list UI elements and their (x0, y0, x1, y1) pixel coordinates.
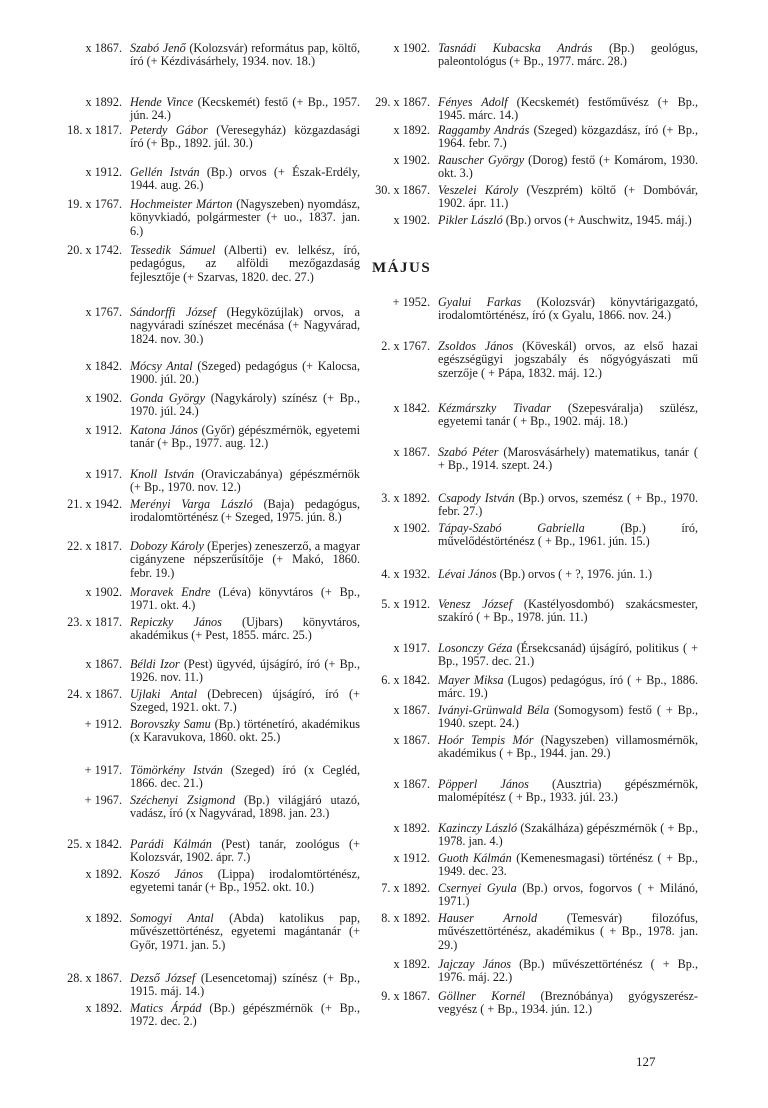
entry-name: Hauser Arnold (438, 911, 538, 925)
entry-date: 18. x 1817. (67, 123, 122, 137)
entry-date: x 1892. (85, 911, 122, 925)
entry-date: x 1767. (85, 305, 122, 319)
entry-name: Dobozy Károly (130, 539, 204, 553)
entry-text: (Bp.) világjáró utazó, vadász, író (x Nagyvárad, 1898. jan. 23.) (130, 793, 360, 821)
entry-date: 29. x 1867. (375, 95, 430, 109)
entry-name: Somogyi Antal (130, 911, 214, 925)
entry-date: 24. x 1867. (67, 687, 122, 701)
entry-text: (Kecskemét) festőművész (+ Bp., 1945. márc. 14.) (438, 95, 698, 123)
entry-text: (Lugos) pedagógus, író ( + Bp., 1886. márc. 19.) (438, 673, 699, 701)
entry-text: (Hegyközújlak) orvos, a nagyváradi színészet mecénása (+ Nagyvárad, 1824. nov. 30.) (130, 305, 360, 346)
entry-date: x 1917. (85, 467, 122, 481)
entry-name: Sándorffi József (130, 305, 216, 319)
entry-date: x 1867. (393, 703, 430, 717)
entry-name: Gellén István (130, 165, 200, 179)
entry-name: Tápay-Szabó Gabriella (438, 521, 585, 535)
entry-date: 28. x 1867. (67, 971, 122, 985)
entry-date: x 1902. (393, 41, 430, 55)
entry-date: x 1867. (393, 445, 430, 459)
entry-name: Moravek Endre (130, 585, 211, 599)
entry-text: (Temesvár) filozófus, művészettörténész, akadémikus ( + Bp., 1978. jan. 29.) (438, 911, 698, 952)
entry-name: Pöpperl János (438, 777, 529, 791)
entry-name: Csapody István (438, 491, 515, 505)
entry-name: Pikler László (438, 213, 503, 227)
entry-name: Széchenyi Zsigmond (130, 793, 236, 807)
entry-date: 4. x 1932. (381, 567, 430, 581)
entry-name: Iványi-Grünwald Béla (438, 703, 550, 717)
entry-name: Gonda György (130, 391, 205, 405)
entry-date: 9. x 1867. (381, 989, 430, 1003)
entry-name: Koszó János (130, 867, 203, 881)
entry-name: Mayer Miksa (438, 673, 504, 687)
entry-date: 20. x 1742. (67, 243, 122, 257)
entry-text: (Lippa) irodalomtörténész, egyetemi tanár (+ Bp., 1952. okt. 10.) (130, 867, 360, 895)
entry-date: + 1967. (84, 793, 122, 807)
entry-date: 2. x 1767. (381, 339, 430, 353)
entry-date: x 1917. (393, 641, 430, 655)
entry-date: x 1912. (85, 423, 122, 437)
entry-name: Borovszky Samu (130, 717, 211, 731)
entry-date: x 1902. (393, 521, 430, 535)
entry-date: x 1867. (393, 733, 430, 747)
entry-text: (Somogysom) festő ( + Bp., 1940. szept. 24.) (438, 703, 698, 731)
entry-text: (Kemenesmagasi) történész ( + Bp., 1949. dec. 23. (438, 851, 698, 879)
entry-text: (Bp.) történetíró, akadémikus (x Karavukova, 1860. okt. 25.) (130, 717, 360, 745)
entry-text: (Kolozsvár) könyvtárigazgató, irodalomtörténész, író (x Gyalu, 1866. nov. 24.) (438, 295, 699, 323)
entry-text: (Szeged) író (x Cegléd, 1866. dec. 21.) (130, 763, 360, 791)
entry-text: (Kolozsvár) református pap, költő, író (+ Kézdivásárhely, 1934. nov. 18.) (130, 41, 360, 69)
entry-name: Lévai János (438, 567, 497, 581)
entry-text: (Nagyszeben) villamosmérnök, akadémikus ( + Bp., 1944. jan. 29.) (438, 733, 698, 761)
entry-text: (Léva) könyvtáros (+ Bp., 1971. okt. 4.) (130, 585, 360, 613)
entry-date: x 1892. (85, 95, 122, 109)
entry-name: Hoór Tempis Mór (438, 733, 534, 747)
entry-text: (Nagykároly) színész (+ Bp., 1970. júl. 24.) (130, 391, 360, 419)
entry-text: (Szakálháza) gépészmérnök ( + Bp., 1978. jan. 4.) (438, 821, 698, 849)
entry-name: Tasnádi Kubacska András (438, 41, 593, 55)
entry-text: (Bp.) orvos, fogorvos ( + Milánó, 1971.) (438, 881, 699, 909)
entry-name: Merényi Varga László (130, 497, 253, 511)
page-number: 127 (636, 1054, 656, 1069)
entry-name: Peterdy Gábor (130, 123, 208, 137)
entry-name: Fényes Adolf (438, 95, 508, 109)
entry-name: Hochmeister Márton (130, 197, 233, 211)
entry-date: 7. x 1892. (381, 881, 430, 895)
entry-text: (Veresegyház) közgazdasági író (+ Bp., 1892. júl. 30.) (130, 123, 360, 151)
entry-date: x 1892. (393, 821, 430, 835)
entry-name: Repiczky János (130, 615, 222, 629)
entry-text: (Abda) katolikus pap, művészettörténész, egyetemi magántanár (+ Győr, 1971. jan. 5.) (130, 911, 360, 952)
entry-name: Losonczy Géza (438, 641, 513, 655)
entry-text: (Oraviczabánya) gépészmérnök (+ Bp., 1970. nov. 12.) (130, 467, 360, 495)
entry-name: Gyalui Farkas (438, 295, 522, 309)
entry-name: Szabó Jenő (130, 41, 186, 55)
entry-text: (Dorog) festő (+ Komárom, 1930. okt. 3.) (438, 153, 698, 181)
entry-name: Csernyei Gyula (438, 881, 517, 895)
entry-text: (Bp.) orvos ( + ?, 1976. jún. 1.) (496, 567, 653, 581)
entry-name: Szabó Péter (438, 445, 499, 459)
entry-name: Raggamby András (438, 123, 530, 137)
entry-name: Tessedik Sámuel (130, 243, 216, 257)
entry-name: Katona János (130, 423, 198, 437)
entry-date: 3. x 1892. (381, 491, 430, 505)
entry-name: Béldi Izor (130, 657, 180, 671)
entry-text: (Köveskál) orvos, az első hazai egészségügyi jogszabály és nőgyógyászati mű szerzője ( + Pápa, 1832. máj. 12.) (438, 339, 698, 380)
entry-date: x 1902. (393, 213, 430, 227)
entry-date: x 1867. (85, 657, 122, 671)
entry-date: x 1912. (393, 851, 430, 865)
entry-text: (Veszprém) költő (+ Dombóvár, 1902. ápr. 11.) (438, 183, 698, 211)
entry-date: + 1952. (392, 295, 430, 309)
entry-name: Veszelei Károly (438, 183, 519, 197)
entry-text: (Debrecen) újságíró, író (+ Szeged, 1921. okt. 7.) (130, 687, 360, 715)
entry-name: Guoth Kálmán (438, 851, 512, 865)
entry-date: x 1842. (85, 359, 122, 373)
entry-date: 21. x 1942. (67, 497, 122, 511)
entry-text: (Bp.) gépészmérnök (+ Bp., 1972. dec. 2.) (130, 1001, 361, 1029)
entry-text: (Bp.) geológus, paleontológus (+ Bp., 1977. márc. 28.) (438, 41, 698, 69)
entry-name: Hende Vince (130, 95, 194, 109)
entry-date: + 1912. (84, 717, 122, 731)
entry-name: Göllner Kornél (438, 989, 526, 1003)
entry-text: (Breznóbánya) gyógyszerész-vegyész ( + Bp., 1934. jún. 12.) (438, 989, 698, 1017)
entry-text: (Pest) tanár, zoológus (+ Kolozsvár, 1902. ápr. 7.) (130, 837, 360, 865)
entry-date: + 1917. (84, 763, 122, 777)
entry-name: Jajczay János (438, 957, 512, 971)
entry-text: (Lesencetomaj) színész (+ Bp., 1915. máj. 14.) (130, 971, 361, 999)
entry-name: Parádi Kálmán (130, 837, 212, 851)
entry-name: Mócsy Antal (130, 359, 193, 373)
entry-date: 22. x 1817. (67, 539, 122, 553)
entry-date: x 1842. (393, 401, 430, 415)
entry-date: x 1867. (85, 41, 122, 55)
entry-date: x 1902. (85, 585, 122, 599)
entry-text: (Ujbars) könyvtáros, akadémikus (+ Pest, 1855. márc. 25.) (130, 615, 360, 643)
entry-text: (Baja) pedagógus, irodalomtörténész (+ Szeged, 1975. jún. 8.) (130, 497, 361, 525)
entry-date: 19. x 1767. (67, 197, 122, 211)
entry-date: x 1892. (85, 1001, 122, 1015)
entry-date: x 1902. (85, 391, 122, 405)
entry-text: (Bp.) orvos (+ Észak-Erdély, 1944. aug. 26.) (130, 165, 360, 193)
entry-date: 8. x 1892. (381, 911, 430, 925)
entry-date: 25. x 1842. (67, 837, 122, 851)
entry-date: x 1892. (393, 957, 430, 971)
entry-text: (Nagyszeben) nyomdász, könyvkiadó, polgármester (+ uo., 1837. jan. 6.) (130, 197, 360, 238)
entry-text: (Győr) gépészmérnök, egyetemi tanár (+ Bp., 1977. aug. 12.) (130, 423, 360, 451)
entry-text: (Bp.) orvos (+ Auschwitz, 1945. máj.) (502, 213, 692, 227)
entry-name: Kazinczy László (438, 821, 518, 835)
entry-date: 23. x 1817. (67, 615, 122, 629)
entry-text: (Bp.) orvos, szemész ( + Bp., 1970. febr. 27.) (438, 491, 698, 519)
entry-name: Dezső József (130, 971, 196, 985)
entry-name: Venesz József (438, 597, 513, 611)
entry-text: (Kecskemét) festő (+ Bp., 1957. jún. 24.) (130, 95, 360, 123)
entry-text: (Kastélyosdombó) szakácsmester, szakíró ( + Bp., 1978. jún. 11.) (438, 597, 698, 625)
entry-text: (Bp.) művészettörténész ( + Bp., 1976. máj. 22.) (438, 957, 698, 985)
entry-date: 6. x 1842. (381, 673, 430, 687)
entry-date: x 1902. (393, 153, 430, 167)
entry-text: (Szeged) pedagógus (+ Kalocsa, 1900. júl. 20.) (130, 359, 361, 387)
entry-text: (Érsekcsanád) újságíró, politikus ( + Bp., 1957. dec. 21.) (438, 641, 698, 669)
entry-text: (Alberti) ev. lelkész, író, pedagógus, az alföldi mezőgazdaság fejlesztője (+ Szarvas, 1820. dec. 27.) (130, 243, 360, 284)
entry-name: Rauscher György (438, 153, 525, 167)
entry-date: x 1892. (393, 123, 430, 137)
entry-date: x 1912. (85, 165, 122, 179)
entry-text: (Bp.) író, művelődéstörténész ( + Bp., 1961. jún. 15.) (438, 521, 698, 549)
entry-text: (Ausztria) gépészmérnök, malomépítész ( + Bp., 1933. júl. 23.) (438, 777, 699, 805)
entry-text: (Marosvásárhely) matematikus, tanár ( + Bp., 1914. szept. 24.) (438, 445, 698, 473)
entry-name: Ujlaki Antal (130, 687, 197, 701)
entry-date: 5. x 1912. (381, 597, 430, 611)
entry-date: 30. x 1867. (375, 183, 430, 197)
entry-name: Matics Árpád (130, 1001, 202, 1015)
entry-date: x 1867. (393, 777, 430, 791)
entry-date: x 1892. (85, 867, 122, 881)
entry-name: Kézmárszky Tivadar (438, 401, 551, 415)
entry-name: Tömörkény István (130, 763, 223, 777)
entry-text: (Szeged) közgazdász, író (+ Bp., 1964. febr. 7.) (438, 123, 699, 151)
entry-text: (Eperjes) zeneszerző, a magyar cigányzene népszerűsítője (+ Makó, 1860. febr. 19.) (130, 539, 360, 580)
entry-name: Zsoldos János (438, 339, 514, 353)
entry-name: Knoll István (130, 467, 195, 481)
month-heading: MÁJUS (372, 260, 432, 276)
entry-text: (Pest) ügyvéd, újságíró, író (+ Bp., 1926. nov. 11.) (130, 657, 360, 685)
entry-text: (Szepesváralja) szülész, egyetemi tanár ( + Bp., 1902. máj. 18.) (438, 401, 698, 429)
